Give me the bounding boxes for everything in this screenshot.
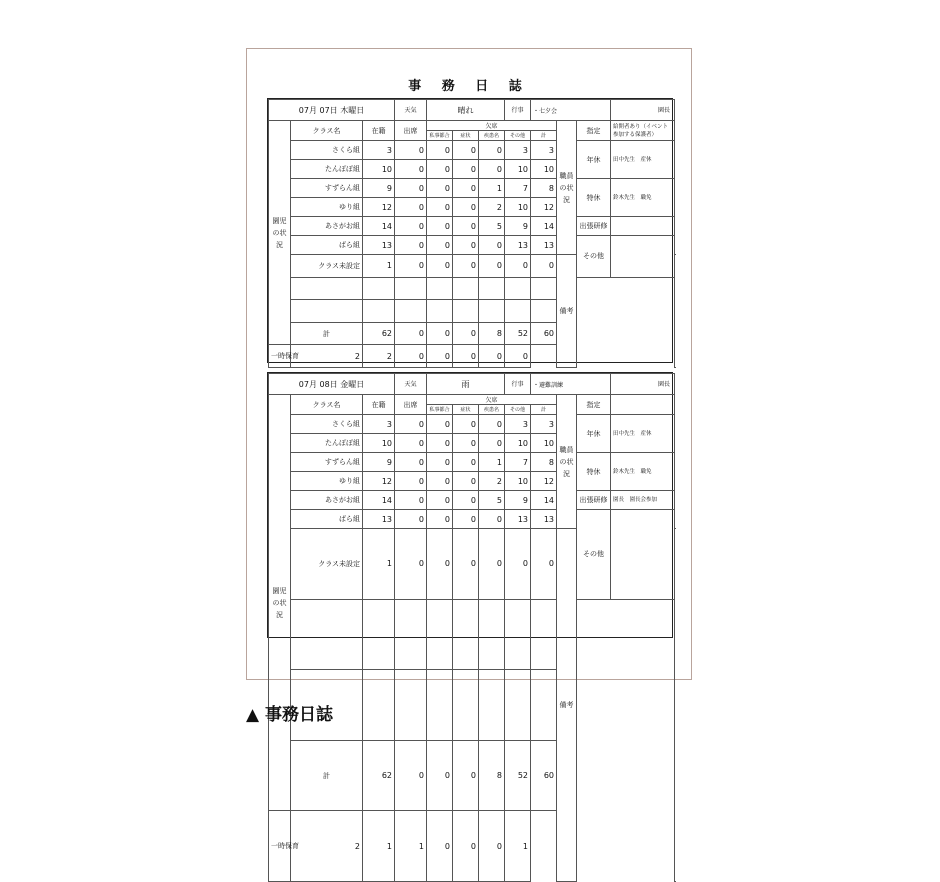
class-name: クラス未設定 (291, 255, 363, 278)
temp-care-count: 2 (363, 345, 395, 368)
total-count: 60 (531, 740, 557, 811)
class-count: 0 (427, 529, 453, 600)
class-count: 0 (395, 415, 427, 434)
table-row (269, 179, 675, 198)
class-count: 0 (505, 255, 531, 278)
temp-care-count: 0 (427, 811, 453, 882)
absent-subheader: 計 (531, 131, 557, 141)
absent-subheader: 疾患名 (479, 131, 505, 141)
staff-row-label: 特休 (577, 179, 611, 217)
class-count: 0 (395, 141, 427, 160)
staff-row-label: 特休 (577, 453, 611, 491)
staff-row-label: 指定 (577, 395, 611, 415)
class-name-header: クラス名 (291, 395, 363, 415)
event-label: 行事 (505, 374, 531, 395)
class-count: 9 (505, 217, 531, 236)
class-count: 0 (453, 217, 479, 236)
date-cell: 07月 07日 木曜日 (269, 100, 395, 121)
class-count: 12 (363, 472, 395, 491)
table-row (269, 217, 675, 236)
weather-label: 天気 (395, 374, 427, 395)
class-name: クラス未設定 (291, 529, 363, 600)
journal-table (268, 373, 675, 882)
class-count: 0 (479, 255, 505, 278)
class-name: たんぽぽ組 (291, 434, 363, 453)
class-count: 0 (453, 415, 479, 434)
blank-cell (505, 277, 531, 300)
blank-cell (363, 300, 395, 323)
class-count: 0 (479, 529, 505, 600)
date-cell: 07月 08日 金曜日 (269, 374, 395, 395)
class-count: 10 (505, 160, 531, 179)
event-label: 行事 (505, 100, 531, 121)
class-count: 0 (395, 491, 427, 510)
class-count: 10 (363, 160, 395, 179)
table-row (269, 510, 675, 529)
class-count: 0 (395, 198, 427, 217)
total-count: 0 (395, 740, 427, 811)
staff-row-value (611, 236, 675, 278)
class-count: 13 (505, 510, 531, 529)
total-label: 計 (291, 740, 363, 811)
class-count: 1 (363, 529, 395, 600)
weather-value: 雨 (427, 374, 505, 395)
blank-cell (479, 670, 505, 741)
class-count: 14 (531, 217, 557, 236)
blank-cell (505, 599, 531, 670)
class-count: 0 (453, 198, 479, 217)
class-count: 12 (531, 472, 557, 491)
class-count: 13 (363, 236, 395, 255)
blank-cell (427, 599, 453, 670)
blank-cell (395, 277, 427, 300)
staff-row-value: 鈴木先生 職免 (611, 453, 675, 491)
table-row (269, 236, 675, 255)
present-header: 出席 (395, 121, 427, 141)
staff-row-value (611, 395, 675, 415)
class-count: 0 (427, 415, 453, 434)
staff-row-label: 出張研修 (577, 217, 611, 236)
figure-caption: ▲ 事務日誌 (246, 705, 333, 725)
class-count: 0 (505, 529, 531, 600)
class-count: 0 (453, 529, 479, 600)
total-count: 8 (479, 322, 505, 345)
weather-label: 天気 (395, 100, 427, 121)
staff-row-value: 田中先生 産休 (611, 141, 675, 179)
class-count: 3 (531, 141, 557, 160)
class-count: 10 (505, 434, 531, 453)
class-count: 0 (453, 472, 479, 491)
blank-cell (427, 277, 453, 300)
blank-cell (363, 277, 395, 300)
total-count: 0 (395, 322, 427, 345)
total-count: 8 (479, 740, 505, 811)
staff-row-value (611, 217, 675, 236)
table-row (269, 415, 675, 434)
class-count: 0 (531, 255, 557, 278)
class-count: 7 (505, 453, 531, 472)
class-count: 0 (395, 434, 427, 453)
total-count: 62 (363, 740, 395, 811)
table-row (269, 141, 675, 160)
children-status-label: 園児の状況 (269, 121, 291, 345)
staff-row-value: 田中先生 産休 (611, 415, 675, 453)
temp-care-count: 1 (363, 811, 395, 882)
class-count: 14 (363, 217, 395, 236)
remarks-label: 備考 (557, 529, 577, 882)
staff-row-value: 鈴木先生 職免 (611, 179, 675, 217)
class-count: 0 (427, 217, 453, 236)
class-count: 0 (427, 255, 453, 278)
class-name: ばら組 (291, 510, 363, 529)
blank-cell (363, 670, 395, 741)
class-count: 5 (479, 491, 505, 510)
class-count: 0 (453, 491, 479, 510)
class-count: 0 (427, 160, 453, 179)
enrolled-header: 在籍 (363, 395, 395, 415)
class-count: 0 (453, 141, 479, 160)
class-count: 13 (505, 236, 531, 255)
class-count: 0 (395, 160, 427, 179)
absent-header: 欠席 (427, 121, 557, 131)
class-name: すずらん組 (291, 453, 363, 472)
class-count: 0 (479, 510, 505, 529)
blank-cell (395, 599, 427, 670)
principal-label: 園長 (611, 100, 675, 121)
class-name: すずらん組 (291, 179, 363, 198)
class-name: ゆり組 (291, 472, 363, 491)
class-count: 8 (531, 179, 557, 198)
temp-care-label: 一時保育 (269, 811, 291, 882)
staff-row-value: 給開者あり（イベント参加する保護者） (611, 121, 675, 141)
class-count: 12 (363, 198, 395, 217)
blank-cell (531, 599, 557, 670)
staff-row-label: 年休 (577, 415, 611, 453)
total-count: 0 (427, 740, 453, 811)
class-count: 14 (363, 491, 395, 510)
class-count: 0 (427, 198, 453, 217)
blank-cell (291, 277, 363, 300)
class-count: 13 (363, 510, 395, 529)
temp-care-count: 2 (291, 811, 363, 882)
class-count: 0 (453, 434, 479, 453)
class-count: 12 (531, 198, 557, 217)
class-count: 10 (505, 198, 531, 217)
class-count: 1 (363, 255, 395, 278)
temp-care-count: 2 (291, 345, 363, 368)
class-count: 0 (427, 141, 453, 160)
class-count: 9 (363, 453, 395, 472)
class-count: 3 (363, 141, 395, 160)
blank-cell (479, 599, 505, 670)
weather-value: 晴れ (427, 100, 505, 121)
table-row (269, 491, 675, 510)
blank-cell (479, 277, 505, 300)
class-count: 0 (453, 510, 479, 529)
class-name: ばら組 (291, 236, 363, 255)
temp-care-count: 0 (453, 811, 479, 882)
class-name: あさがお組 (291, 217, 363, 236)
blank-cell (291, 300, 363, 323)
staff-status-label: 職員の状況 (557, 395, 577, 529)
temp-care-count: 1 (505, 811, 531, 882)
total-count: 52 (505, 740, 531, 811)
blank-cell (453, 277, 479, 300)
class-count: 0 (395, 236, 427, 255)
blank-cell (427, 300, 453, 323)
class-name: さくら組 (291, 415, 363, 434)
class-count: 0 (427, 236, 453, 255)
class-name: ゆり組 (291, 198, 363, 217)
temp-care-count: 0 (427, 345, 453, 368)
blank-cell (505, 670, 531, 741)
staff-row-label: その他 (577, 510, 611, 600)
class-count: 7 (505, 179, 531, 198)
blank-cell (363, 599, 395, 670)
class-count: 0 (531, 529, 557, 600)
temp-care-count: 0 (479, 345, 505, 368)
total-count: 0 (453, 740, 479, 811)
class-count: 0 (427, 453, 453, 472)
event-value: ・七夕会 (531, 100, 611, 121)
absent-header: 欠席 (427, 395, 557, 405)
class-count: 0 (453, 160, 479, 179)
temp-care-count: 0 (479, 811, 505, 882)
class-count: 3 (531, 415, 557, 434)
day-section (267, 98, 673, 363)
class-count: 3 (505, 415, 531, 434)
absent-subheader: 私事都合 (427, 405, 453, 415)
class-count: 9 (505, 491, 531, 510)
total-label: 計 (291, 322, 363, 345)
class-count: 10 (505, 472, 531, 491)
class-name-header: クラス名 (291, 121, 363, 141)
staff-row-label: 指定 (577, 121, 611, 141)
class-count: 0 (479, 160, 505, 179)
class-count: 0 (427, 434, 453, 453)
blank-cell (505, 300, 531, 323)
temp-care-count: 0 (453, 345, 479, 368)
class-count: 0 (479, 415, 505, 434)
class-count: 5 (479, 217, 505, 236)
blank-cell (531, 300, 557, 323)
temp-care-count: 1 (395, 811, 427, 882)
blank-cell (427, 670, 453, 741)
staff-status-label: 職員の状況 (557, 121, 577, 255)
class-count: 0 (395, 179, 427, 198)
children-status-label: 園児の状況 (269, 395, 291, 811)
absent-subheader: 私事都合 (427, 131, 453, 141)
blank-cell (453, 599, 479, 670)
class-count: 9 (363, 179, 395, 198)
temp-care-count: 0 (395, 345, 427, 368)
class-count: 0 (427, 179, 453, 198)
class-count: 3 (363, 415, 395, 434)
class-count: 13 (531, 236, 557, 255)
class-count: 0 (395, 217, 427, 236)
class-count: 0 (479, 141, 505, 160)
staff-row-label: その他 (577, 236, 611, 278)
class-count: 8 (531, 453, 557, 472)
class-count: 10 (531, 160, 557, 179)
absent-subheader: 計 (531, 405, 557, 415)
class-count: 1 (479, 453, 505, 472)
class-count: 0 (395, 472, 427, 491)
temp-care-count: 0 (505, 345, 531, 368)
class-name: たんぽぽ組 (291, 160, 363, 179)
class-count: 2 (479, 472, 505, 491)
blank-cell (479, 300, 505, 323)
class-count: 0 (427, 510, 453, 529)
class-count: 0 (395, 510, 427, 529)
blank-cell (531, 277, 557, 300)
absent-subheader: 疾患名 (479, 405, 505, 415)
total-count: 52 (505, 322, 531, 345)
event-value: ・避難訓練 (531, 374, 611, 395)
class-name: さくら組 (291, 141, 363, 160)
total-count: 60 (531, 322, 557, 345)
principal-label: 園長 (611, 374, 675, 395)
class-count: 0 (453, 179, 479, 198)
class-count: 0 (453, 255, 479, 278)
document-page (246, 48, 692, 851)
absent-subheader: 症状 (453, 131, 479, 141)
class-count: 13 (531, 510, 557, 529)
class-count: 0 (479, 434, 505, 453)
class-count: 0 (453, 236, 479, 255)
blank-cell (531, 670, 557, 741)
class-count: 10 (531, 434, 557, 453)
blank-cell (395, 300, 427, 323)
class-count: 0 (395, 529, 427, 600)
class-count: 0 (453, 453, 479, 472)
document-title: 事 務 日 誌 (408, 79, 530, 94)
class-count: 0 (479, 236, 505, 255)
staff-row-label: 年休 (577, 141, 611, 179)
staff-row-value: 園長 園長会参加 (611, 491, 675, 510)
remarks-label: 備考 (557, 255, 577, 368)
blank-cell (453, 300, 479, 323)
class-count: 10 (363, 434, 395, 453)
class-count: 0 (427, 472, 453, 491)
table-row (269, 453, 675, 472)
present-header: 出席 (395, 395, 427, 415)
class-count: 0 (395, 453, 427, 472)
blank-cell (395, 670, 427, 741)
class-name: あさがお組 (291, 491, 363, 510)
class-count: 2 (479, 198, 505, 217)
absent-subheader: その他 (505, 405, 531, 415)
absent-subheader: その他 (505, 131, 531, 141)
staff-row-label: 出張研修 (577, 491, 611, 510)
class-count: 3 (505, 141, 531, 160)
staff-row-value (611, 510, 675, 600)
class-count: 0 (427, 491, 453, 510)
absent-subheader: 症状 (453, 405, 479, 415)
class-count: 0 (395, 255, 427, 278)
total-count: 62 (363, 322, 395, 345)
temp-care-label: 一時保育 (269, 345, 291, 368)
class-count: 1 (479, 179, 505, 198)
blank-cell (291, 599, 363, 670)
total-count: 0 (453, 322, 479, 345)
journal-table (268, 99, 675, 368)
total-count: 0 (427, 322, 453, 345)
blank-cell (453, 670, 479, 741)
enrolled-header: 在籍 (363, 121, 395, 141)
class-count: 14 (531, 491, 557, 510)
